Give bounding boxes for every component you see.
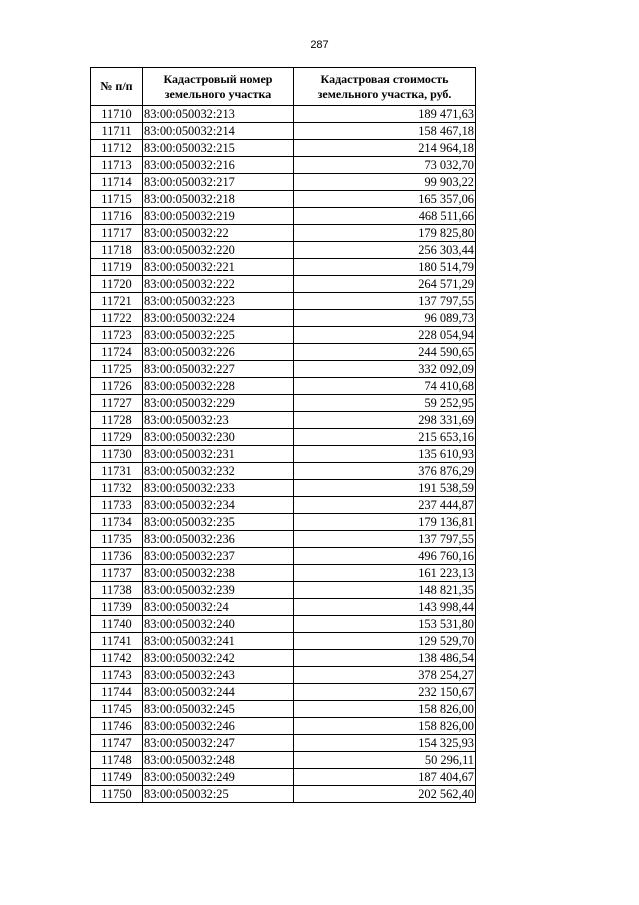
table-row — [91, 548, 476, 565]
table-row — [91, 395, 476, 412]
row-number-cell: 11738 — [91, 582, 143, 599]
cadastral-number-cell: 83:00:050032:213 — [143, 106, 294, 123]
table-row — [91, 429, 476, 446]
row-number-cell: 11725 — [91, 361, 143, 378]
cadastral-value-cell: 244 590,65 — [294, 344, 476, 361]
cadastral-value-cell: 154 325,93 — [294, 735, 476, 752]
row-number-cell: 11733 — [91, 497, 143, 514]
table-row — [91, 157, 476, 174]
table-body — [91, 106, 476, 803]
cadastral-value-cell: 191 538,59 — [294, 480, 476, 497]
cadastral-value-cell: 73 032,70 — [294, 157, 476, 174]
cadastral-number-cell: 83:00:050032:226 — [143, 344, 294, 361]
header-cadastral-number: Кадастровый номер земельного участка — [143, 68, 294, 106]
cadastral-value-cell: 214 964,18 — [294, 140, 476, 157]
cadastral-value-cell: 237 444,87 — [294, 497, 476, 514]
header-row — [91, 68, 476, 106]
row-number-cell: 11741 — [91, 633, 143, 650]
row-number-cell: 11715 — [91, 191, 143, 208]
table-row — [91, 106, 476, 123]
table-row — [91, 480, 476, 497]
header-row-number: № п/п — [91, 68, 143, 106]
cadastral-number-cell: 83:00:050032:238 — [143, 565, 294, 582]
row-number-cell: 11718 — [91, 242, 143, 259]
row-number-cell: 11716 — [91, 208, 143, 225]
cadastral-number-cell: 83:00:050032:223 — [143, 293, 294, 310]
row-number-cell: 11723 — [91, 327, 143, 344]
table-row — [91, 412, 476, 429]
cadastral-value-cell: 158 467,18 — [294, 123, 476, 140]
row-number-cell: 11710 — [91, 106, 143, 123]
row-number-cell: 11722 — [91, 310, 143, 327]
cadastral-number-cell: 83:00:050032:243 — [143, 667, 294, 684]
cadastral-value-cell: 50 296,11 — [294, 752, 476, 769]
cadastral-value-cell: 179 825,80 — [294, 225, 476, 242]
row-number-cell: 11732 — [91, 480, 143, 497]
cadastral-value-cell: 256 303,44 — [294, 242, 476, 259]
table-row — [91, 259, 476, 276]
table-row — [91, 752, 476, 769]
cadastral-number-cell: 83:00:050032:242 — [143, 650, 294, 667]
cadastral-value-cell: 378 254,27 — [294, 667, 476, 684]
table-row — [91, 327, 476, 344]
table-row — [91, 191, 476, 208]
table-row — [91, 140, 476, 157]
cadastral-value-cell: 496 760,16 — [294, 548, 476, 565]
cadastral-number-cell: 83:00:050032:218 — [143, 191, 294, 208]
table-row — [91, 446, 476, 463]
table-row — [91, 684, 476, 701]
cadastral-number-cell: 83:00:050032:23 — [143, 412, 294, 429]
row-number-cell: 11750 — [91, 786, 143, 803]
table-row — [91, 497, 476, 514]
row-number-cell: 11743 — [91, 667, 143, 684]
row-number-cell: 11746 — [91, 718, 143, 735]
row-number-cell: 11714 — [91, 174, 143, 191]
cadastral-number-cell: 83:00:050032:224 — [143, 310, 294, 327]
row-number-cell: 11748 — [91, 752, 143, 769]
cadastral-number-cell: 83:00:050032:225 — [143, 327, 294, 344]
cadastral-number-cell: 83:00:050032:246 — [143, 718, 294, 735]
cadastral-value-cell: 148 821,35 — [294, 582, 476, 599]
table-row — [91, 361, 476, 378]
row-number-cell: 11724 — [91, 344, 143, 361]
cadastral-number-cell: 83:00:050032:248 — [143, 752, 294, 769]
table-row — [91, 667, 476, 684]
row-number-cell: 11734 — [91, 514, 143, 531]
cadastral-number-cell: 83:00:050032:222 — [143, 276, 294, 293]
cadastral-number-cell: 83:00:050032:22 — [143, 225, 294, 242]
cadastral-value-cell: 180 514,79 — [294, 259, 476, 276]
cadastral-number-cell: 83:00:050032:240 — [143, 616, 294, 633]
cadastral-value-cell: 96 089,73 — [294, 310, 476, 327]
cadastral-number-cell: 83:00:050032:235 — [143, 514, 294, 531]
cadastral-number-cell: 83:00:050032:229 — [143, 395, 294, 412]
row-number-cell: 11747 — [91, 735, 143, 752]
cadastral-value-table — [90, 67, 476, 803]
cadastral-number-cell: 83:00:050032:245 — [143, 701, 294, 718]
cadastral-value-cell: 153 531,80 — [294, 616, 476, 633]
table-row — [91, 225, 476, 242]
cadastral-number-cell: 83:00:050032:219 — [143, 208, 294, 225]
cadastral-number-cell: 83:00:050032:236 — [143, 531, 294, 548]
cadastral-value-cell: 376 876,29 — [294, 463, 476, 480]
cadastral-number-cell: 83:00:050032:230 — [143, 429, 294, 446]
cadastral-number-cell: 83:00:050032:221 — [143, 259, 294, 276]
table-row — [91, 769, 476, 786]
row-number-cell: 11720 — [91, 276, 143, 293]
header-cadastral-value: Кадастровая стоимость земельного участка, руб. — [294, 68, 476, 106]
cadastral-value-cell: 74 410,68 — [294, 378, 476, 395]
cadastral-value-cell: 298 331,69 — [294, 412, 476, 429]
cadastral-value-cell: 332 092,09 — [294, 361, 476, 378]
cadastral-value-cell: 59 252,95 — [294, 395, 476, 412]
row-number-cell: 11721 — [91, 293, 143, 310]
cadastral-value-cell: 179 136,81 — [294, 514, 476, 531]
cadastral-number-cell: 83:00:050032:215 — [143, 140, 294, 157]
cadastral-number-cell: 83:00:050032:247 — [143, 735, 294, 752]
cadastral-value-cell: 158 826,00 — [294, 701, 476, 718]
cadastral-value-cell: 187 404,67 — [294, 769, 476, 786]
cadastral-value-cell: 161 223,13 — [294, 565, 476, 582]
table-row — [91, 616, 476, 633]
cadastral-value-cell: 129 529,70 — [294, 633, 476, 650]
row-number-cell: 11742 — [91, 650, 143, 667]
cadastral-value-cell: 264 571,29 — [294, 276, 476, 293]
table-row — [91, 174, 476, 191]
row-number-cell: 11726 — [91, 378, 143, 395]
cadastral-number-cell: 83:00:050032:214 — [143, 123, 294, 140]
cadastral-value-cell: 99 903,22 — [294, 174, 476, 191]
row-number-cell: 11729 — [91, 429, 143, 446]
cadastral-number-cell: 83:00:050032:216 — [143, 157, 294, 174]
cadastral-value-cell: 202 562,40 — [294, 786, 476, 803]
cadastral-number-cell: 83:00:050032:241 — [143, 633, 294, 650]
table-row — [91, 599, 476, 616]
cadastral-value-cell: 135 610,93 — [294, 446, 476, 463]
row-number-cell: 11730 — [91, 446, 143, 463]
cadastral-number-cell: 83:00:050032:220 — [143, 242, 294, 259]
row-number-cell: 11717 — [91, 225, 143, 242]
table-row — [91, 650, 476, 667]
cadastral-value-cell: 165 357,06 — [294, 191, 476, 208]
row-number-cell: 11749 — [91, 769, 143, 786]
row-number-cell: 11735 — [91, 531, 143, 548]
cadastral-number-cell: 83:00:050032:231 — [143, 446, 294, 463]
cadastral-value-cell: 137 797,55 — [294, 293, 476, 310]
cadastral-value-cell: 143 998,44 — [294, 599, 476, 616]
table-row — [91, 701, 476, 718]
table-row — [91, 242, 476, 259]
cadastral-number-cell: 83:00:050032:227 — [143, 361, 294, 378]
table-row — [91, 531, 476, 548]
cadastral-value-cell: 468 511,66 — [294, 208, 476, 225]
cadastral-number-cell: 83:00:050032:25 — [143, 786, 294, 803]
row-number-cell: 11737 — [91, 565, 143, 582]
table-row — [91, 582, 476, 599]
row-number-cell: 11745 — [91, 701, 143, 718]
row-number-cell: 11736 — [91, 548, 143, 565]
cadastral-number-cell: 83:00:050032:233 — [143, 480, 294, 497]
row-number-cell: 11740 — [91, 616, 143, 633]
table-header — [91, 68, 476, 106]
cadastral-number-cell: 83:00:050032:228 — [143, 378, 294, 395]
row-number-cell: 11719 — [91, 259, 143, 276]
cadastral-number-cell: 83:00:050032:239 — [143, 582, 294, 599]
cadastral-number-cell: 83:00:050032:232 — [143, 463, 294, 480]
row-number-cell: 11727 — [91, 395, 143, 412]
row-number-cell: 11728 — [91, 412, 143, 429]
cadastral-value-cell: 228 054,94 — [294, 327, 476, 344]
table-row — [91, 293, 476, 310]
table-row — [91, 718, 476, 735]
table-row — [91, 514, 476, 531]
page-number: 287 — [310, 39, 329, 51]
cadastral-value-cell: 232 150,67 — [294, 684, 476, 701]
table-row — [91, 276, 476, 293]
cadastral-number-cell: 83:00:050032:244 — [143, 684, 294, 701]
row-number-cell: 11713 — [91, 157, 143, 174]
cadastral-number-cell: 83:00:050032:237 — [143, 548, 294, 565]
cadastral-value-cell: 137 797,55 — [294, 531, 476, 548]
row-number-cell: 11731 — [91, 463, 143, 480]
table-row — [91, 463, 476, 480]
row-number-cell: 11711 — [91, 123, 143, 140]
row-number-cell: 11739 — [91, 599, 143, 616]
row-number-cell: 11712 — [91, 140, 143, 157]
cadastral-value-cell: 158 826,00 — [294, 718, 476, 735]
cadastral-number-cell: 83:00:050032:234 — [143, 497, 294, 514]
cadastral-value-cell: 189 471,63 — [294, 106, 476, 123]
cadastral-number-cell: 83:00:050032:217 — [143, 174, 294, 191]
table-row — [91, 378, 476, 395]
table-row — [91, 786, 476, 803]
cadastral-number-cell: 83:00:050032:24 — [143, 599, 294, 616]
table-row — [91, 310, 476, 327]
table-row — [91, 633, 476, 650]
table-row — [91, 344, 476, 361]
cadastral-value-cell: 215 653,16 — [294, 429, 476, 446]
row-number-cell: 11744 — [91, 684, 143, 701]
table-row — [91, 735, 476, 752]
table-row — [91, 208, 476, 225]
cadastral-number-cell: 83:00:050032:249 — [143, 769, 294, 786]
table-row — [91, 565, 476, 582]
table-row — [91, 123, 476, 140]
cadastral-value-cell: 138 486,54 — [294, 650, 476, 667]
